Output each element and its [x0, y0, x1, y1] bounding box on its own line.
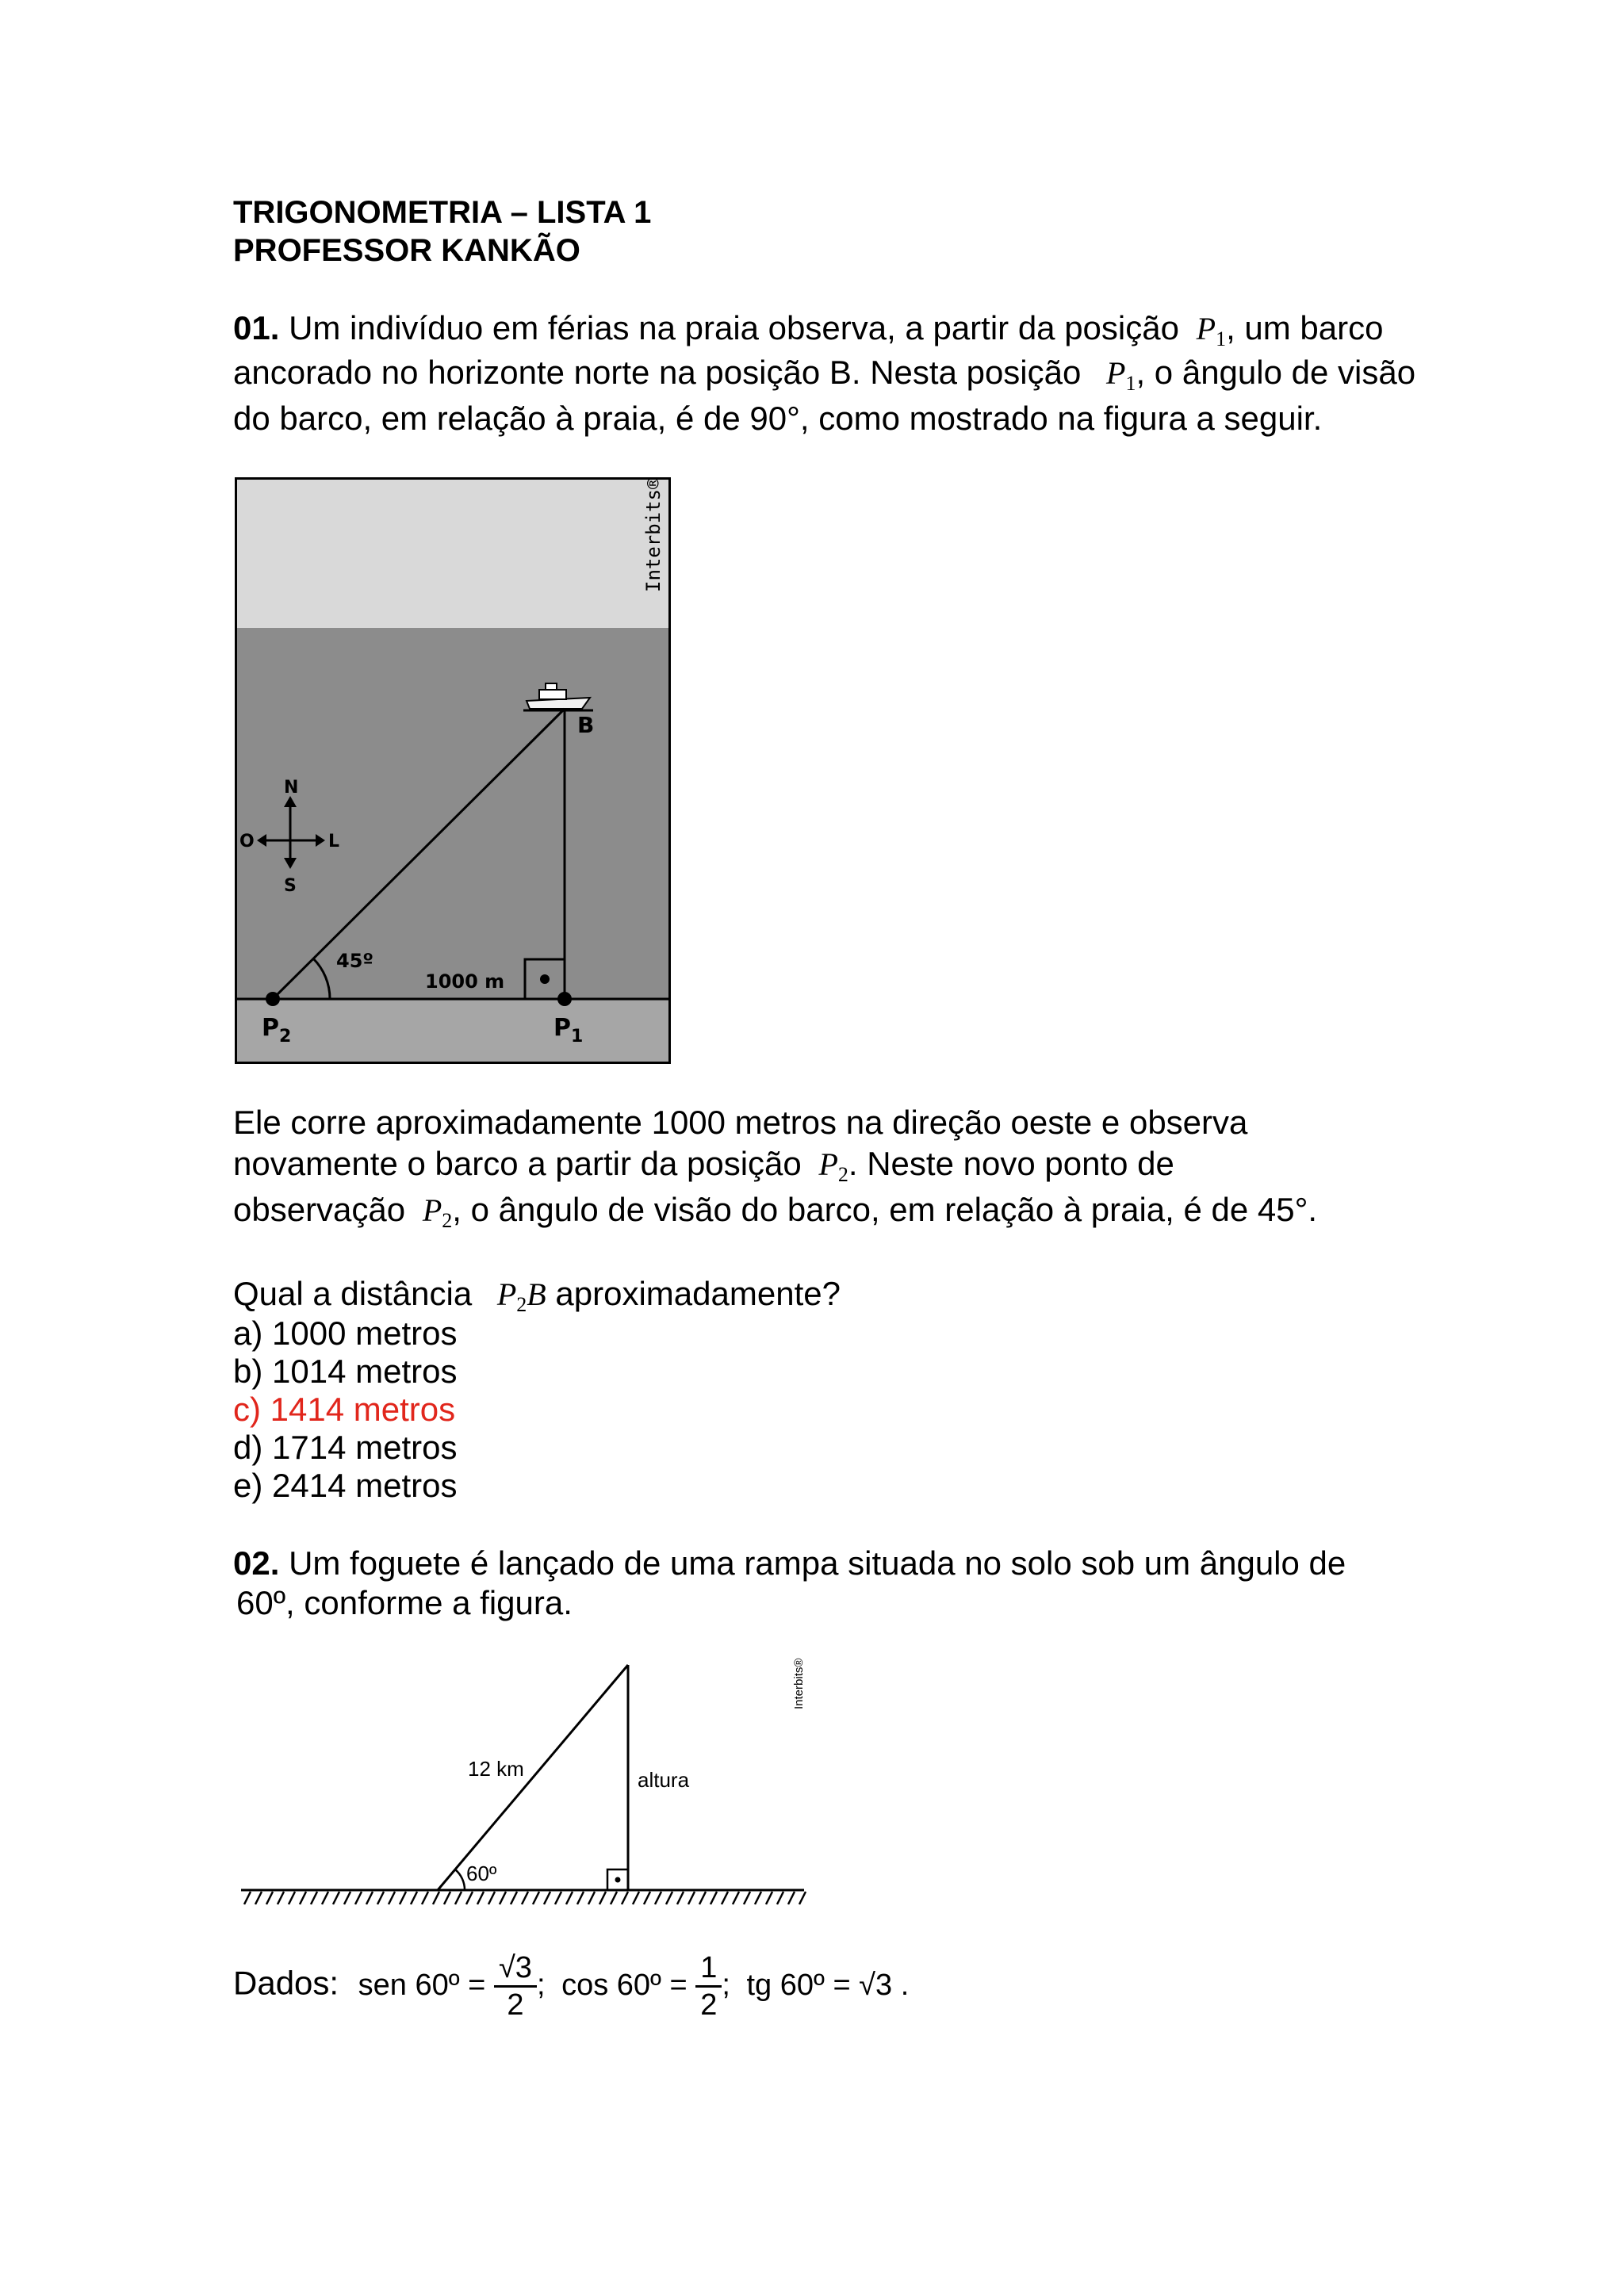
hatch-line [577, 1892, 584, 1904]
hatch-line [733, 1892, 739, 1904]
option-c-correct: c) 1414 metros [233, 1391, 456, 1428]
hatch-line [289, 1892, 295, 1904]
q1-line3: do barco, em relação à praia, é de 90°, como mostrado na figura a seguir. [233, 400, 1323, 437]
hatch-line [411, 1892, 417, 1904]
hatch-line [777, 1892, 783, 1904]
sen-fraction [494, 1950, 537, 2022]
hatch-line [344, 1892, 350, 1904]
point-p1 [557, 992, 572, 1006]
distance-label: 1000 m [425, 970, 505, 993]
sea [236, 628, 669, 1001]
height-label: altura [638, 1768, 690, 1792]
hyp-label: 12 km [468, 1757, 524, 1781]
label-p2: $P_2$ [262, 1014, 292, 1047]
hatch-line [799, 1892, 806, 1904]
author-line: PROFESSOR KANKÃO [233, 233, 580, 268]
cos-label: cos 60º = [561, 1968, 688, 2002]
hatch-line [244, 1892, 251, 1904]
hatch-line [477, 1892, 484, 1904]
label-p1: $P_1$ [553, 1014, 584, 1047]
hatch-line [722, 1892, 728, 1904]
hatch-line [588, 1892, 595, 1904]
q1-para2-text-3b: , o ângulo de visão do barco, em relação à praia, é de 45°. [452, 1191, 1318, 1228]
watermark: Interbits® [642, 477, 665, 592]
q1-para2-text-3a: observação [233, 1191, 406, 1228]
separator: ; [536, 1968, 546, 2002]
q1-para2-line1: Ele corre aproximadamente 1000 metros na direção oeste e observa [233, 1104, 1248, 1141]
watermark: Interbits® [792, 1658, 806, 1709]
right-angle-dot [540, 974, 550, 984]
hatch-line [566, 1892, 573, 1904]
hatch-line [300, 1892, 306, 1904]
q1-para2-text-2b: . Neste novo ponto de [848, 1145, 1174, 1182]
hatch-line [766, 1892, 772, 1904]
cos-numerator: 1 [695, 1950, 722, 1988]
sky [236, 479, 669, 628]
compass-s: S [284, 876, 297, 896]
hatch-line [599, 1892, 606, 1904]
ground-hatching [244, 1892, 806, 1904]
hatch-line [755, 1892, 761, 1904]
hatch-line [622, 1892, 628, 1904]
q1-text-2a: ancorado no horizonte norte na posição B. Nesta posição [233, 354, 1082, 391]
q1-text-1b: , um barco [1226, 309, 1384, 346]
separator: ; [722, 1968, 730, 2002]
angle-label: 60º [466, 1862, 497, 1885]
q1-para2-line3 [233, 1188, 1317, 1243]
option-b: b) 1014 metros [233, 1353, 458, 1390]
p2-symbol: $P_2$ [422, 1192, 453, 1232]
hatch-line [710, 1892, 717, 1904]
hatch-line [466, 1892, 473, 1904]
hatch-line [389, 1892, 395, 1904]
hatch-line [533, 1892, 539, 1904]
hatch-line [500, 1892, 506, 1904]
hatch-line [400, 1892, 406, 1904]
hatch-line [555, 1892, 561, 1904]
compass-n: N [284, 778, 299, 798]
hatch-line [311, 1892, 317, 1904]
option-a: a) 1000 metros [233, 1314, 458, 1352]
hatch-line [644, 1892, 650, 1904]
hatch-line [511, 1892, 517, 1904]
q1-figure [235, 477, 671, 1064]
right-angle-dot [615, 1877, 621, 1883]
dados-line [233, 1950, 909, 2022]
option-e: e) 2414 metros [233, 1467, 458, 1504]
option-d: d) 1714 metros [233, 1429, 458, 1466]
cos-fraction [695, 1950, 722, 2022]
q1-question-text-b: aproximadamente? [555, 1275, 841, 1312]
q2-text-1: Um foguete é lançado de uma rampa situada no solo sob um ângulo de [289, 1544, 1346, 1582]
hatch-line [677, 1892, 684, 1904]
q2-number: 02. [233, 1544, 280, 1582]
angle-label: 45º [336, 950, 373, 972]
q1-question-text-a: Qual a distância [233, 1275, 473, 1312]
hatch-line [355, 1892, 362, 1904]
q2-line2: 60º, conforme a figura. [236, 1584, 573, 1621]
p1-symbol: $P_1$ [1106, 355, 1136, 395]
label-b: B [577, 712, 595, 738]
hatch-line [688, 1892, 695, 1904]
hatch-line [255, 1892, 262, 1904]
dados-label: Dados: [233, 1964, 339, 2002]
compass-o: O [239, 832, 255, 851]
hatch-line [488, 1892, 495, 1904]
cos-denominator: 2 [700, 1988, 718, 2022]
p2b-symbol: $P_2B$ [496, 1276, 546, 1316]
hatch-line [433, 1892, 439, 1904]
compass-l: L [328, 832, 340, 851]
q1-para2-text-2a: novamente o barco a partir da posição [233, 1145, 802, 1182]
ramp-hypotenuse [438, 1665, 628, 1890]
hatch-line [266, 1892, 273, 1904]
sen-label: sen 60º = [358, 1968, 486, 2002]
tg-label: tg 60º = √3 . [746, 1968, 910, 2002]
hatch-line [788, 1892, 795, 1904]
hatch-line [278, 1892, 284, 1904]
hatch-line [744, 1892, 750, 1904]
hatch-line [322, 1892, 328, 1904]
hatch-line [422, 1892, 428, 1904]
hatch-line [377, 1892, 384, 1904]
hatch-line [655, 1892, 661, 1904]
p1-symbol: $P_1$ [1196, 311, 1227, 350]
page-title: TRIGONOMETRIA – LISTA 1 [233, 195, 652, 230]
hatch-line [544, 1892, 550, 1904]
p2-symbol: $P_2$ [818, 1146, 848, 1186]
hatch-line [455, 1892, 462, 1904]
hatch-line [666, 1892, 672, 1904]
hatch-line [366, 1892, 373, 1904]
q2-line1 [233, 1541, 1346, 1586]
hatch-line [522, 1892, 528, 1904]
hatch-line [633, 1892, 639, 1904]
q1-number: 01. [233, 309, 280, 346]
sen-numerator: √3 [494, 1950, 537, 1988]
q1-text-1a: Um indivíduo em férias na praia observa, a partir da posição [289, 309, 1179, 346]
hatch-line [333, 1892, 339, 1904]
q1-text-2b: , o ângulo de visão [1136, 354, 1416, 391]
hatch-line [611, 1892, 617, 1904]
hatch-line [699, 1892, 706, 1904]
q2-figure [236, 1641, 815, 1911]
sen-denominator: 2 [507, 1988, 524, 2022]
point-p2 [266, 992, 280, 1006]
hatch-line [444, 1892, 450, 1904]
angle-arc [455, 1869, 465, 1890]
sand [236, 1001, 669, 1062]
